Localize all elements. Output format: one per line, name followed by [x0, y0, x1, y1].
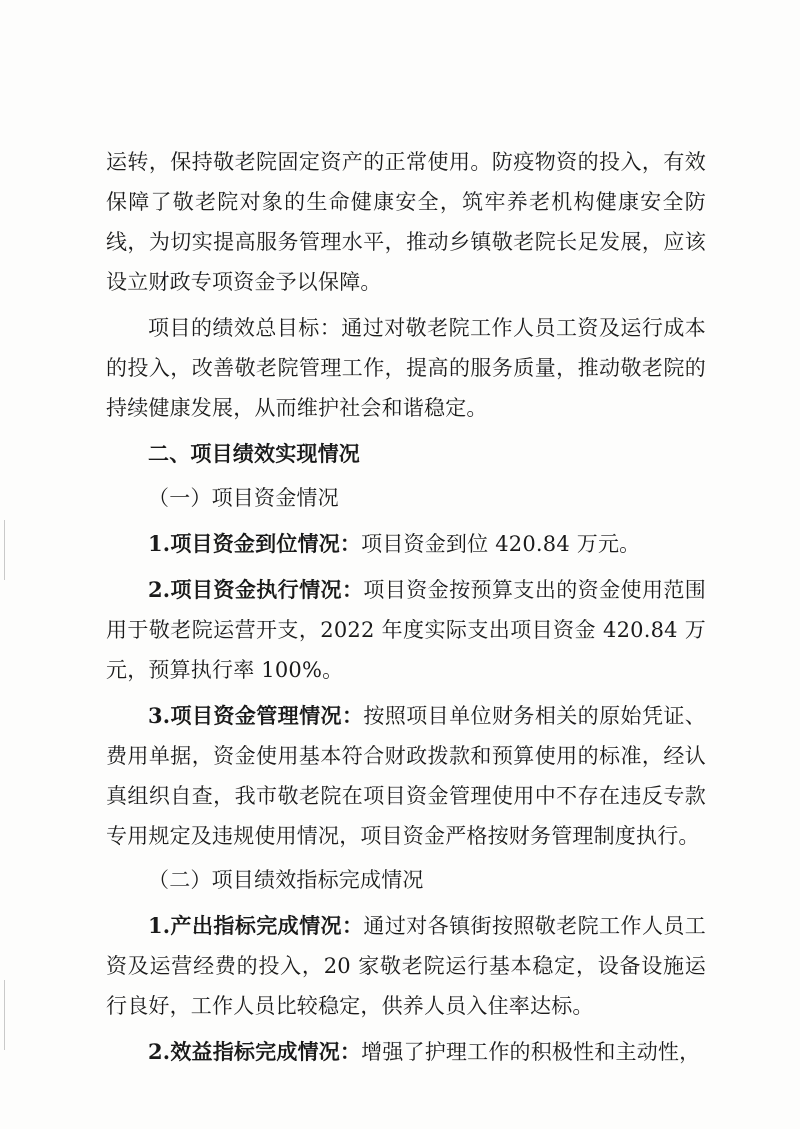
item-label: 1.项目资金到位情况： [148, 531, 362, 556]
item-text: 增强了护理工作的积极性和主动性， [361, 1040, 701, 1064]
paragraph-background: 运转，保持敬老院固定资产的正常使用。防疫物资的投入，有效保障了敬老院对象的生命健康安全，筑牢养老机构健康安全防线，为切实提高服务管理水平，推动乡镇敬老院长足发展，应该设立财政专项资金予以保障。 [106, 150, 706, 294]
item-text: 通过对各镇街按照敬老院工作人员工资及运营经费的投入，20 家敬老院运行基本稳定，设备设施运行良好，工作人员比较稳定，供养人员入住率达标。 [106, 914, 707, 1018]
item-text: 项目资金到位 420.84 万元。 [361, 532, 641, 556]
paragraph-overall-goal: 项目的绩效总目标：通过对敬老院工作人员工资及运行成本的投入，改善敬老院管理工作，提高的服务质量，推动敬老院的持续健康发展，从而维护社会和谐稳定。 [106, 316, 706, 420]
item-label: 3.项目资金管理情况： [148, 703, 364, 728]
item-text: 按照项目单位财务相关的原始凭证、费用单据，资金使用基本符合财政拨款和预算使用的标准，经认真组织自查，我市敬老院在项目资金管理使用中不存在违反专款专用规定及违规使用情况，项目资金严格按财务管理制度执行。 [106, 704, 707, 848]
item-funds-execution [106, 570, 706, 690]
document-body [106, 142, 706, 1072]
item-benefit-indicators [106, 1032, 706, 1072]
scan-edge-mark [4, 520, 5, 580]
item-funds-arrival [106, 524, 706, 564]
item-output-indicators [106, 906, 706, 1026]
item-funds-management [106, 696, 706, 856]
section-heading: 二、项目绩效实现情况 [148, 442, 360, 466]
scan-edge-mark [4, 980, 5, 1050]
item-label: 2.效益指标完成情况： [148, 1039, 362, 1064]
item-label: 2.项目资金执行情况： [148, 577, 364, 602]
subsection-heading-funds: （一）项目资金情况 [148, 486, 339, 510]
subsection-heading-indicators: （二）项目绩效指标完成情况 [148, 868, 424, 892]
item-label: 1.产出指标完成情况： [148, 913, 364, 938]
item-text: 项目资金按预算支出的资金使用范围用于敬老院运营开支，2022 年度实际支出项目资金 420.84 万元，预算执行率 100%。 [106, 578, 707, 682]
